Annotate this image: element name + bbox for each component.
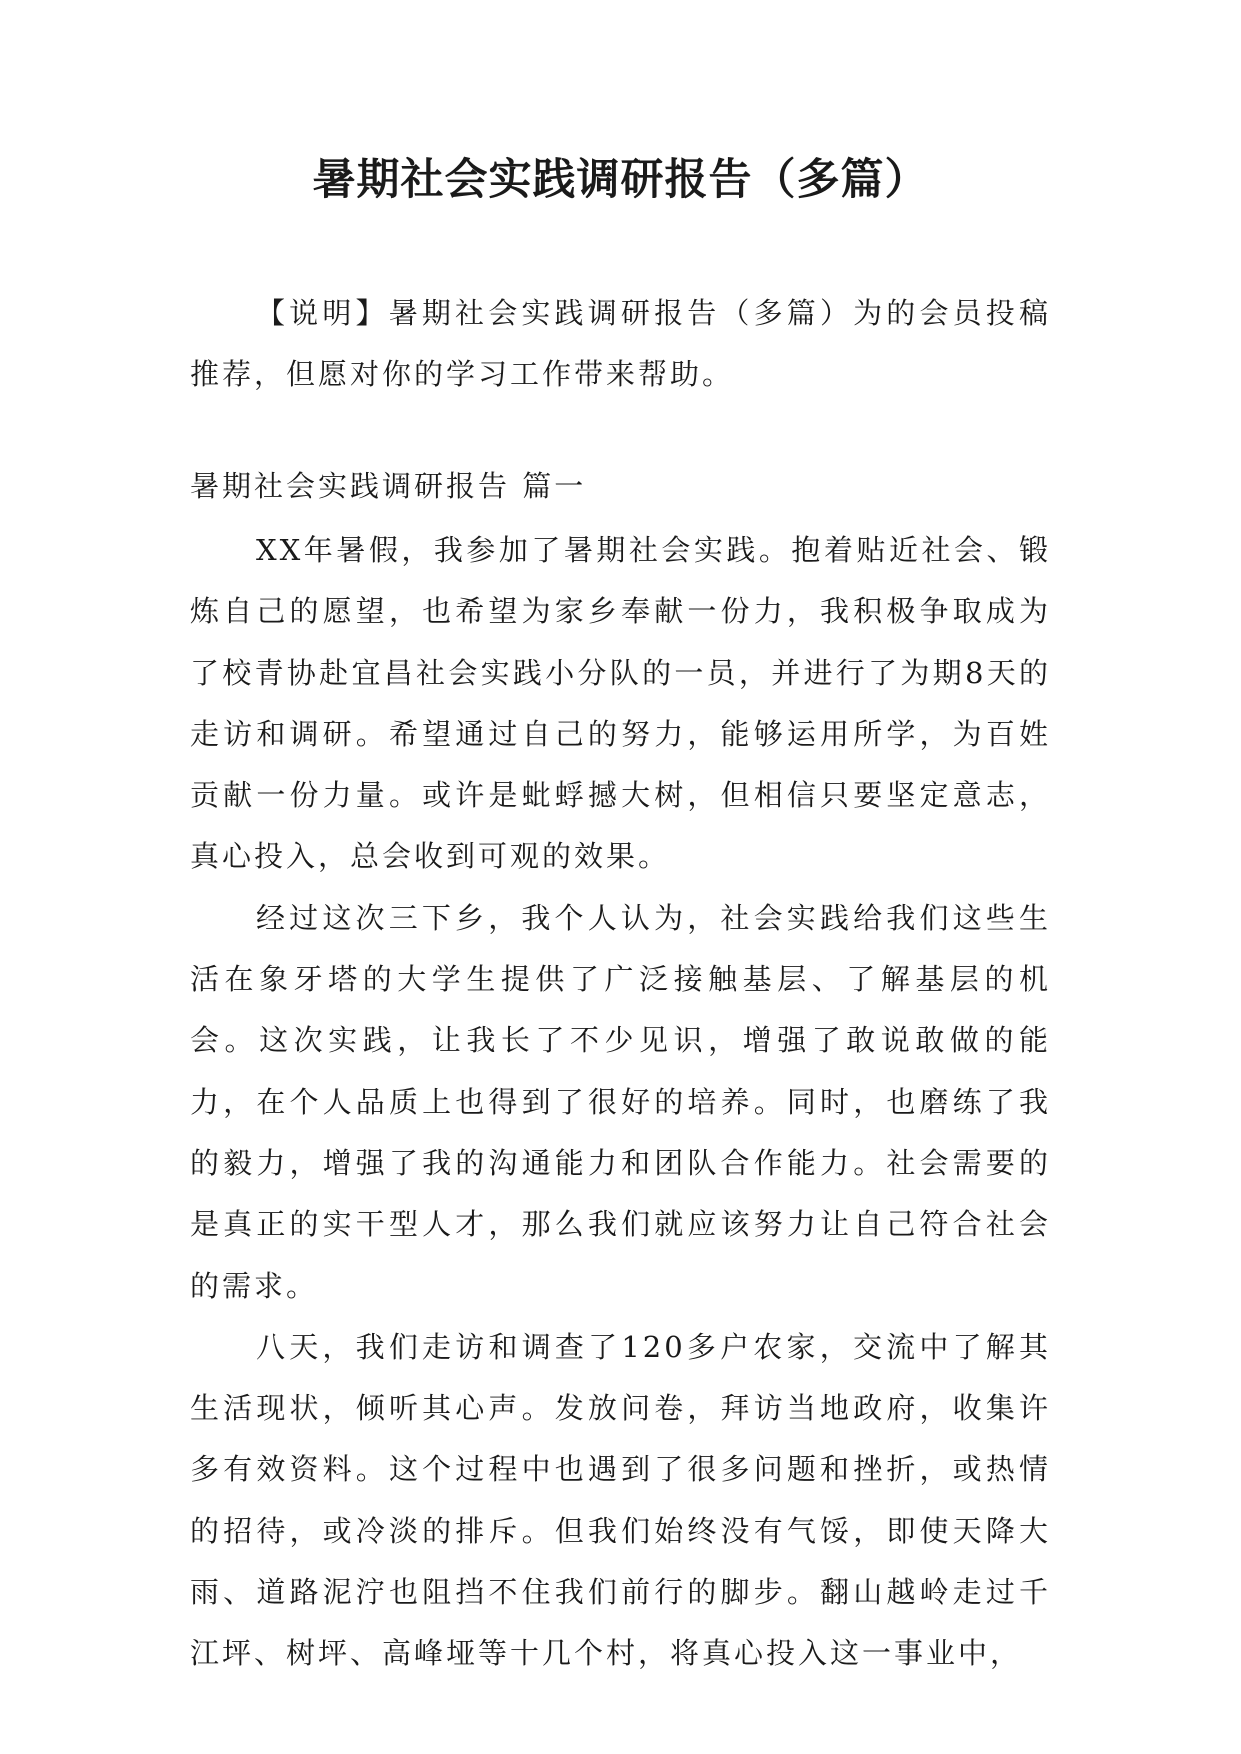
paragraph-2: 经过这次三下乡，我个人认为，社会实践给我们这些生活在象牙塔的大学生提供了广泛接触基层、了解基层的机会。这次实践，让我长了不少见识，增强了敢说敢做的能力，在个人品质上也得到了很好的培养。同时，也磨练了我的毅力，增强了我的沟通能力和团队合作能力。社会需要的是真正的实干型人才，那么我们就应该努力让自己符合社会的需求。 xyxy=(190,900,1051,1303)
paragraph-1: XX年暑假，我参加了暑期社会实践。抱着贴近社会、锻炼自己的愿望，也希望为家乡奉献一份力，我积极争取成为了校青协赴宜昌社会实践小分队的一员，并进行了为期8天的走访和调研。希望通过自己的努力，能够运用所学，为百姓贡献一份力量。或许是蚍蜉撼大树，但相信只要坚定意志，真心投入，总会收到可观的效果。 xyxy=(190,533,1051,874)
section-heading: 暑期社会实践调研报告 篇一 xyxy=(190,469,587,503)
paragraph-3: 八天，我们走访和调查了120多户农家，交流中了解其生活现状，倾听其心声。发放问卷，拜访当地政府，收集许多有效资料。这个过程中也遇到了很多问题和挫折，或热情的招待，或冷淡的排斥。但我们始终没有气馁，即使天降大雨、道路泥泞也阻挡不住我们前行的脚步。翻山越岭走过千江坪、树坪、高峰垭等十几个村，将真心投入这一事业中， xyxy=(190,1329,1051,1671)
document-note: 【说明】暑期社会实践调研报告（多篇）为的会员投稿推荐，但愿对你的学习工作带来帮助。 xyxy=(190,296,1051,392)
article-body xyxy=(190,520,1051,1685)
document-title: 暑期社会实践调研报告（多篇） xyxy=(312,155,929,205)
